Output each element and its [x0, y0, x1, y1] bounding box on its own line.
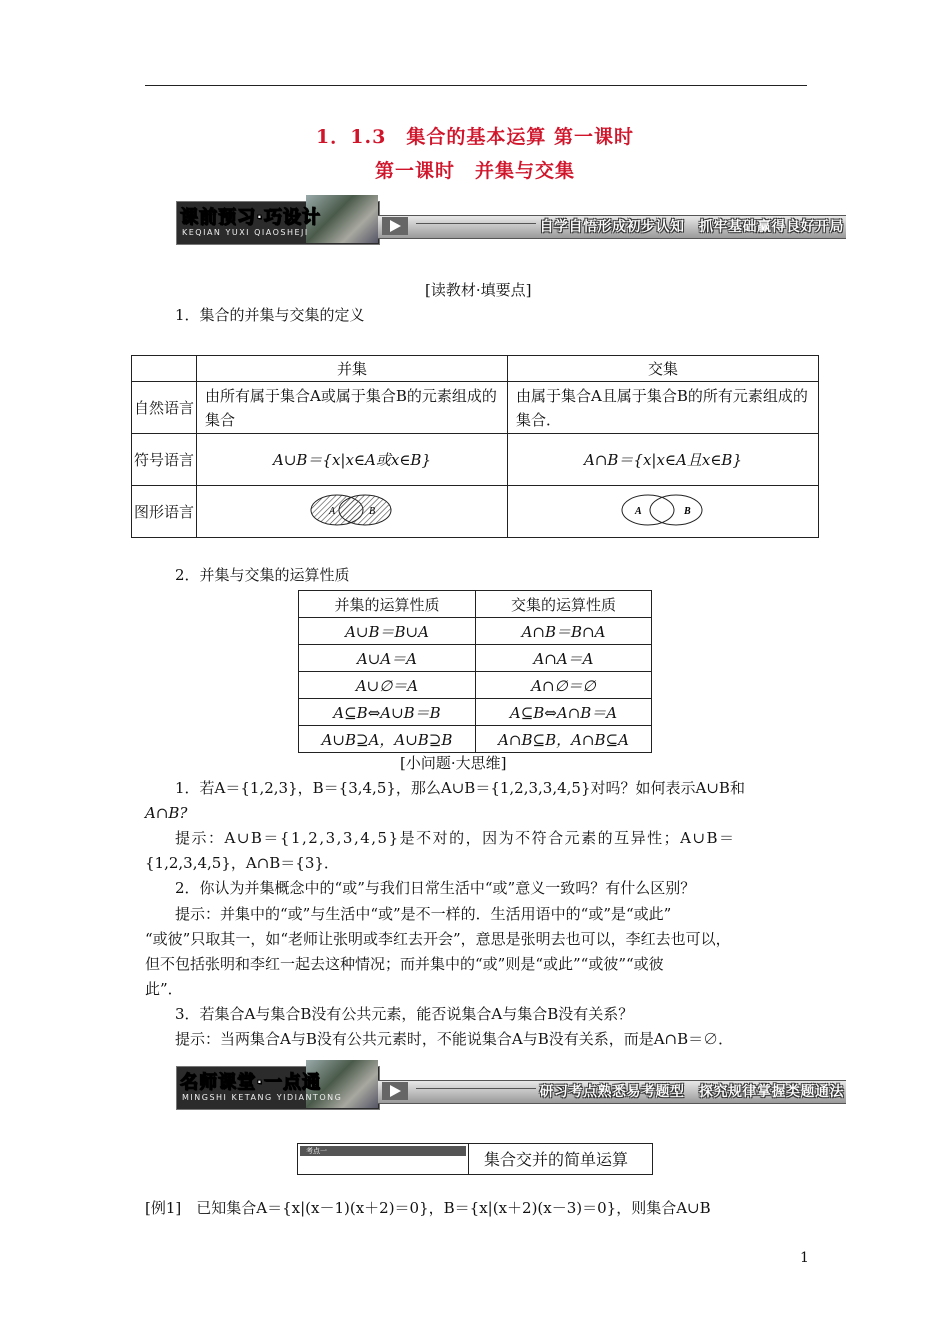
topic-tag: 考点一 [300, 1146, 466, 1156]
item2-title: 2．并集与交集的运算性质 [175, 566, 350, 584]
banner-decor-line [416, 1088, 536, 1089]
section-banner-preview [176, 195, 848, 247]
example-1: [例1] 已知集合A＝{x|(x－1)(x＋2)＝0}，B＝{x|(x＋2)(x－3)＝0}，则集合A∪B [145, 1199, 711, 1217]
topic-label: 集合交并的简单运算 [484, 1150, 629, 1169]
table-header-intersection: 交集 [508, 356, 819, 382]
row-label-symbolic: 符号语言 [132, 434, 197, 486]
intersection-property: A∩∅＝∅ [476, 672, 652, 699]
venn-label-a: A [635, 505, 642, 517]
venn-label-a: A [329, 505, 336, 517]
intersection-venn-cell [508, 486, 819, 538]
hint-2-cont: “或彼”只取其一，如“老师让张明或李红去开会”，意思是张明去也可以，李红去也可以， [145, 930, 731, 948]
union-property: A⊆B⇔A∪B＝B [299, 699, 476, 726]
union-symbolic: A∪B＝{x|x∈A或x∈B} [197, 434, 508, 486]
topic-box [297, 1143, 653, 1175]
hint-2-cont: 但不包括张明和李红一起去这种情况；而并集中的“或”则是“或此”“或彼”“或彼 [145, 955, 664, 973]
union-property: A∪∅＝A [299, 672, 476, 699]
hint-2-cont: 此”． [145, 980, 183, 998]
banner-title: 课前预习·巧设计 [180, 207, 321, 228]
union-property: A∪B＝B∪A [299, 618, 476, 645]
properties-table [298, 590, 652, 753]
props-header-union: 并集的运算性质 [299, 591, 476, 618]
banner-slogan: 自学自悟形成初步认知 抓牢基础赢得良好开局 [539, 219, 844, 235]
section-banner-classroom [176, 1060, 848, 1112]
union-natural-language: 由所有属于集合A或属于集合B的元素组成的集合 [197, 382, 508, 434]
intersection-property: A∩A＝A [476, 645, 652, 672]
section-heading-read: [读教材·填要点] [425, 281, 532, 299]
banner-slogan: 研习考点熟悉易考题型 探究规律掌握类题通法 [539, 1084, 844, 1100]
table-header-empty [132, 356, 197, 382]
row-label-graphic: 图形语言 [132, 486, 197, 538]
question-2: 2．你认为并集概念中的“或”与我们日常生活中“或”意义一致吗？有什么区别？ [175, 879, 696, 897]
hint-1: 提示：A∪B＝{1,2,3,3,4,5}是不对的，因为不符合元素的互异性；A∪B＝ [175, 829, 736, 847]
intersection-property: A⊆B⇔A∩B＝A [476, 699, 652, 726]
question-3: 3．若集合A与集合B没有公共元素，能否说集合A与集合B没有关系？ [175, 1005, 634, 1023]
union-venn-diagram [307, 490, 397, 530]
intersection-venn-diagram [618, 490, 708, 530]
banner-decor-line [416, 223, 536, 224]
hint-3: 提示：当两集合A与B没有公共元素时，不能说集合A与B没有关系，而是A∩B＝∅． [175, 1030, 734, 1048]
play-arrow-icon [382, 217, 408, 235]
top-rule [145, 85, 807, 86]
item1-title: 1．集合的并集与交集的定义 [175, 306, 365, 324]
row-label-natural: 自然语言 [132, 382, 197, 434]
venn-label-b: B [369, 505, 376, 517]
hint-2: 提示：并集中的“或”与生活中“或”是不一样的．生活用语中的“或”是“或此” [175, 905, 672, 923]
section-heading-think: [小问题·大思维] [400, 754, 507, 772]
union-venn-cell [197, 486, 508, 538]
table-header-union: 并集 [197, 356, 508, 382]
banner-pinyin: MINGSHI KETANG YIDIANTONG [182, 1093, 343, 1102]
question-1-cont: A∩B? [145, 804, 188, 822]
definition-table [131, 355, 819, 538]
venn-label-b: B [684, 505, 691, 517]
props-header-intersection: 交集的运算性质 [476, 591, 652, 618]
intersection-symbolic: A∩B＝{x|x∈A且x∈B} [508, 434, 819, 486]
question-1: 1．若A＝{1,2,3}，B＝{3,4,5}，那么A∪B＝{1,2,3,3,4,5}对吗？如何表示A∪B和 [175, 779, 745, 797]
intersection-natural-language: 由属于集合A且属于集合B的所有元素组成的集合． [508, 382, 819, 434]
banner-title: 名师课堂·一点通 [180, 1072, 321, 1093]
banner-pinyin: KEQIAN YUXI QIAOSHEJI [182, 228, 309, 237]
page-title: 1．1.3 集合的基本运算 第一课时 [316, 126, 634, 148]
topic-tag-cell [298, 1144, 469, 1174]
union-property: A∪A＝A [299, 645, 476, 672]
play-arrow-icon [382, 1082, 408, 1100]
page-number: 1 [800, 1250, 809, 1266]
page-subtitle: 第一课时 并集与交集 [374, 160, 575, 182]
intersection-property: A∩B＝B∩A [476, 618, 652, 645]
hint-1-cont: {1,2,3,4,5}，A∩B＝{3}． [145, 854, 339, 872]
union-property: A∪B⊇A，A∪B⊇B [299, 726, 476, 753]
intersection-property: A∩B⊆B，A∩B⊆A [476, 726, 652, 753]
